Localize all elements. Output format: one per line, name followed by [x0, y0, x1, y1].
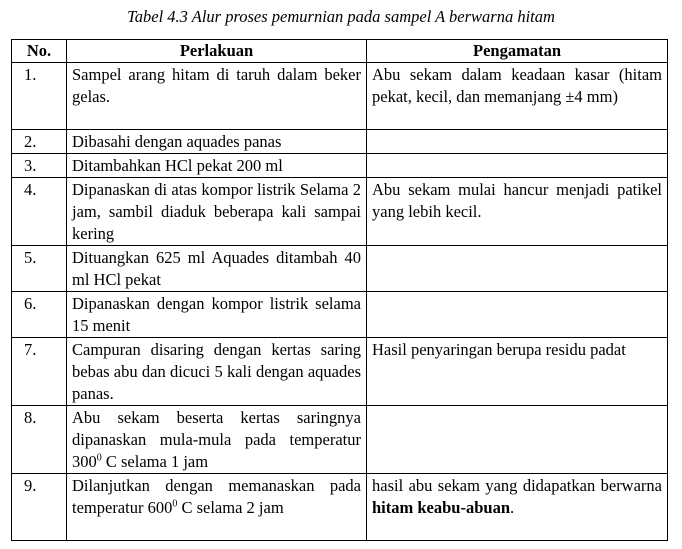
table-row	[12, 474, 668, 541]
row-number: 8.	[12, 406, 67, 474]
row-perlakuan: Dipanaskan dengan kompor listrik selama 15 menit	[67, 292, 367, 338]
row-perlakuan: Dibasahi dengan aquades panas	[67, 130, 367, 154]
row-number: 6.	[12, 292, 67, 338]
row-number: 7.	[12, 338, 67, 406]
row-pengamatan: Abu sekam dalam keadaan kasar (hitam pekat, kecil, dan memanjang ±4 mm)	[367, 63, 668, 130]
row-perlakuan	[67, 406, 367, 474]
row-number: 2.	[12, 130, 67, 154]
row-pengamatan	[367, 292, 668, 338]
row-perlakuan: Campuran disaring dengan kertas saring bebas abu dan dicuci 5 kali dengan aquades panas.	[67, 338, 367, 406]
perlakuan-text: Abu sekam beserta kertas saringnya dipanaskan mula-mula pada temperatur 300	[72, 408, 361, 471]
row-perlakuan: Dituangkan 625 ml Aquades ditambah 40 ml HCl pekat	[67, 246, 367, 292]
row-perlakuan: Ditambahkan HCl pekat 200 ml	[67, 154, 367, 178]
header-pengamatan: Pengamatan	[367, 40, 668, 63]
row-pengamatan	[367, 246, 668, 292]
table-caption: Tabel 4.3 Alur proses pemurnian pada sampel A berwarna hitam	[127, 7, 555, 26]
table-row	[12, 178, 668, 246]
header-no: No.	[12, 40, 67, 63]
row-number: 5.	[12, 246, 67, 292]
pengamatan-text: .	[510, 498, 515, 517]
table-row	[12, 246, 668, 292]
row-pengamatan	[367, 130, 668, 154]
table-row	[12, 130, 668, 154]
superscript: 0	[172, 498, 178, 510]
process-table	[11, 39, 668, 541]
perlakuan-text: Dilanjutkan dengan memanaskan pada temperatur 600	[72, 476, 361, 517]
table-header-row	[12, 40, 668, 63]
pengamatan-bold-text: hitam keabu-abuan	[372, 498, 511, 517]
row-pengamatan: Abu sekam mulai hancur menjadi patikel yang lebih kecil.	[367, 178, 668, 246]
superscript: 0	[96, 452, 102, 464]
row-pengamatan	[367, 154, 668, 178]
table-row	[12, 154, 668, 178]
row-perlakuan	[67, 474, 367, 541]
row-pengamatan	[367, 474, 668, 541]
table-row	[12, 292, 668, 338]
table-row	[12, 406, 668, 474]
row-number: 9.	[12, 474, 67, 541]
perlakuan-text: C selama 1 jam	[101, 452, 209, 471]
row-number: 4.	[12, 178, 67, 246]
pengamatan-text: hasil abu sekam yang didapatkan berwarna	[372, 476, 662, 495]
row-perlakuan: Sampel arang hitam di taruh dalam beker gelas.	[67, 63, 367, 130]
header-perlakuan: Perlakuan	[67, 40, 367, 63]
row-pengamatan: Hasil penyaringan berupa residu padat	[367, 338, 668, 406]
row-number: 3.	[12, 154, 67, 178]
row-pengamatan	[367, 406, 668, 474]
perlakuan-text: C selama 2 jam	[177, 498, 284, 517]
table-row	[12, 338, 668, 406]
row-number: 1.	[12, 63, 67, 130]
table-row	[12, 63, 668, 130]
row-perlakuan: Dipanaskan di atas kompor listrik Selama 2 jam, sambil diaduk beberapa kali sampai kering	[67, 178, 367, 246]
